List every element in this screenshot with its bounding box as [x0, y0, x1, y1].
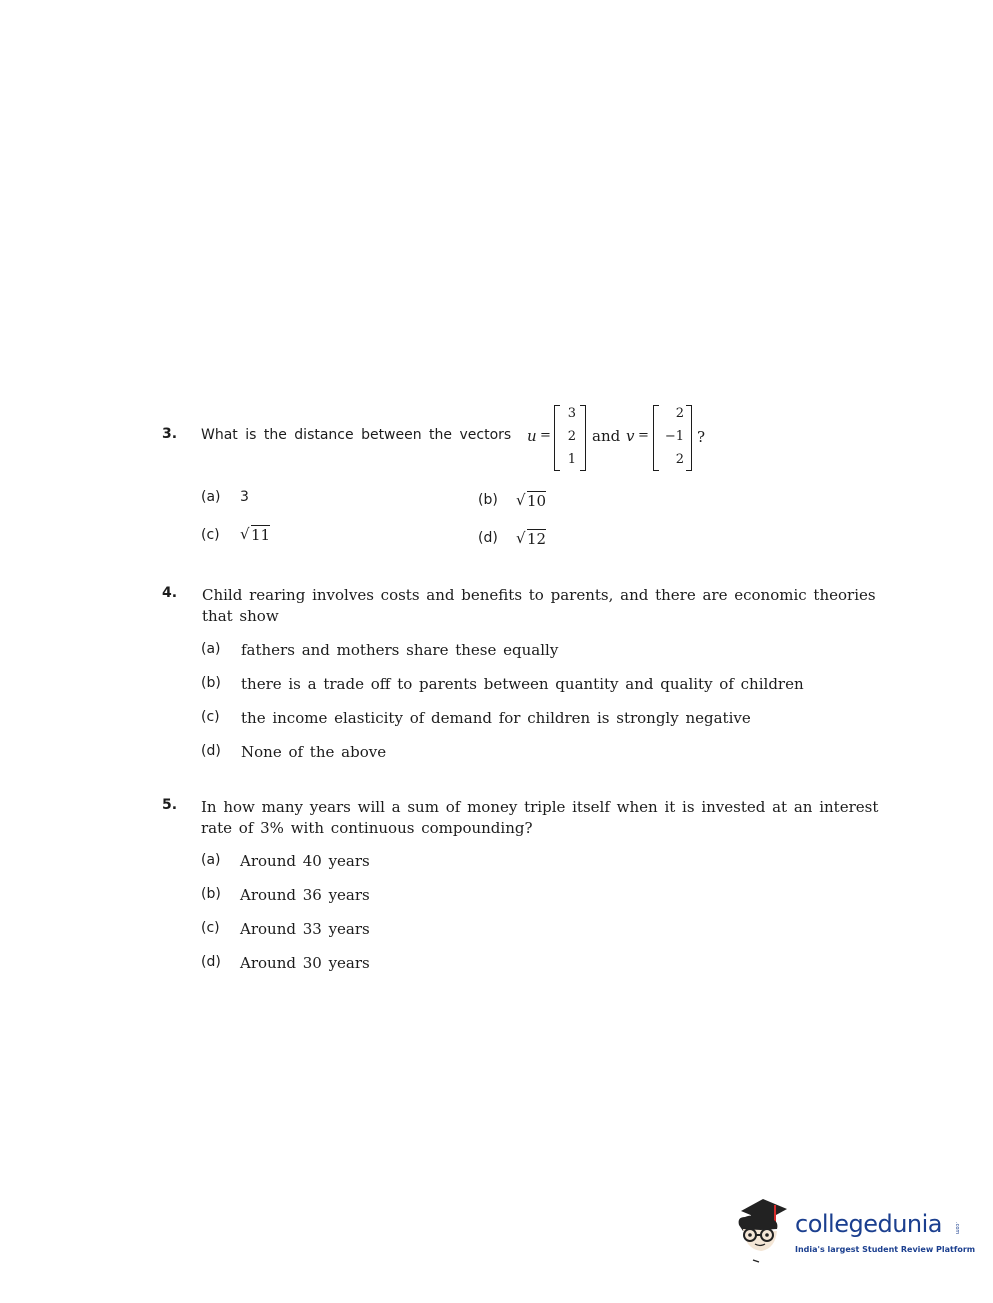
option-label: (a): [201, 489, 221, 505]
question-text-line-2: rate of 3% with continuous compounding?: [201, 819, 533, 837]
option-text: Around 36 years: [240, 886, 370, 904]
option-label: (a): [201, 852, 221, 868]
option-text: 10: [527, 492, 547, 510]
right-bracket: [580, 405, 586, 471]
option-label: (a): [201, 641, 221, 657]
option-label: (b): [201, 886, 221, 902]
question-text: What is the distance between the vectors: [201, 427, 512, 443]
question-number: 4.: [162, 585, 178, 601]
sqrt-icon: √: [240, 525, 250, 543]
logo-tagline: India's largest Student Review Platform: [795, 1245, 976, 1254]
option-label: (c): [201, 709, 220, 725]
vector-v-label: v: [626, 427, 635, 445]
vector-u-entry-3: 1: [567, 452, 576, 467]
question-number: 5.: [162, 797, 178, 813]
option-text: the income elasticity of demand for children is strongly negative: [241, 709, 751, 727]
vector-u-entry-1: 3: [567, 406, 576, 421]
vector-v-entry-2: −1: [664, 429, 684, 444]
option-label: (d): [478, 530, 498, 546]
sqrt-icon: √: [516, 491, 526, 509]
equals-sign: =: [540, 428, 551, 443]
option-label: (b): [478, 492, 498, 508]
question-text-line-1: In how many years will a sum of money triple itself when it is invested at an interest: [201, 798, 879, 816]
right-bracket: [686, 405, 692, 471]
option-text: fathers and mothers share these equally: [241, 641, 559, 659]
mascot-graduate-icon: [735, 1195, 795, 1267]
vector-v-entry-3: 2: [675, 452, 684, 467]
option-text: 3: [240, 489, 249, 505]
sqrt-icon: √: [516, 529, 526, 547]
question-text-line-1: Child rearing involves costs and benefits to parents, and there are economic theories: [202, 586, 876, 604]
left-bracket: [653, 405, 659, 471]
vector-u-label: u: [527, 427, 537, 445]
option-text: Around 33 years: [240, 920, 370, 938]
option-text: there is a trade off to parents between quantity and quality of children: [241, 675, 804, 693]
option-text: 11: [251, 526, 271, 544]
vector-u-entry-2: 2: [567, 429, 576, 444]
vector-v-entry-1: 2: [675, 406, 684, 421]
option-text: None of the above: [241, 743, 387, 761]
question-text-line-2: that show: [202, 607, 279, 625]
option-label: (c): [201, 527, 220, 543]
logo-brand: collegedunia: [795, 1210, 943, 1238]
option-label: (c): [201, 920, 220, 936]
question-mark: ?: [697, 428, 706, 446]
logo-suffix: .com: [954, 1222, 960, 1235]
option-text: Around 30 years: [240, 954, 370, 972]
question-number: 3.: [162, 426, 178, 442]
option-label: (d): [201, 743, 221, 759]
option-text: 12: [527, 530, 547, 548]
equals-sign: =: [638, 428, 649, 443]
connector-and: and: [592, 427, 621, 445]
option-label: (d): [201, 954, 221, 970]
option-text: Around 40 years: [240, 852, 370, 870]
option-label: (b): [201, 675, 221, 691]
